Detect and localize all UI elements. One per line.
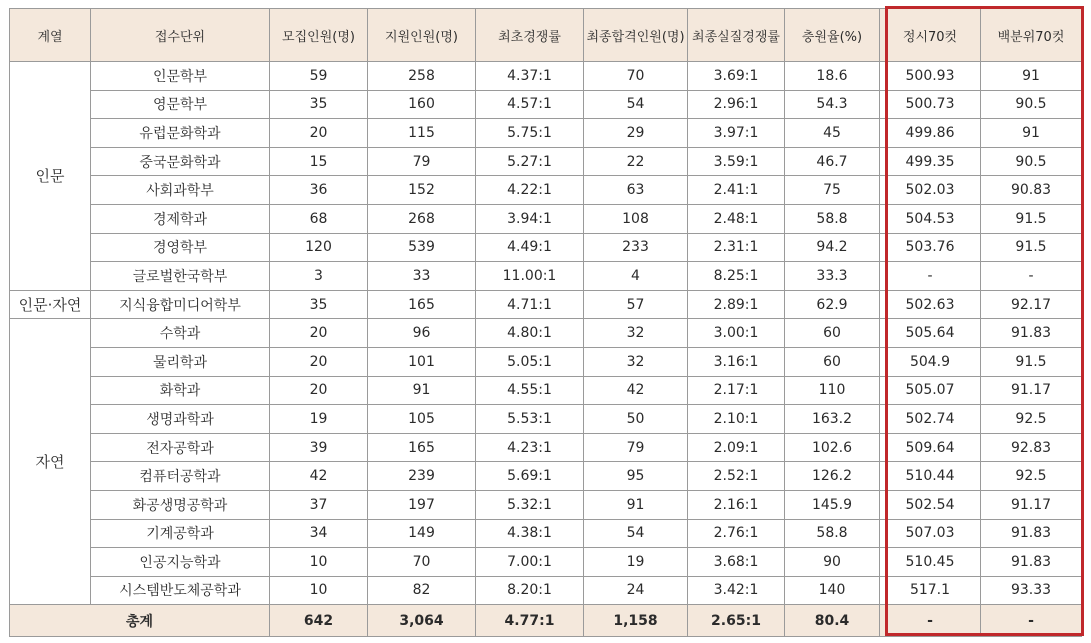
department-cell: 유럽문화학과 <box>91 119 270 148</box>
total-value-cell: 642 <box>270 605 368 637</box>
value-cell: 2.89:1 <box>688 290 785 319</box>
value-cell: 5.27:1 <box>476 147 584 176</box>
table-row <box>10 405 1082 434</box>
value-cell: 2.76:1 <box>688 519 785 548</box>
value-cell: 91 <box>584 490 688 519</box>
value-cell: 91 <box>368 376 476 405</box>
column-header: 모집인원(명) <box>270 9 368 62</box>
value-cell: 140 <box>785 576 880 605</box>
department-cell: 사회과학부 <box>91 176 270 205</box>
value-cell: 4.22:1 <box>476 176 584 205</box>
table-body <box>10 62 1082 637</box>
value-cell: 91.83 <box>981 548 1082 577</box>
value-cell: 5.53:1 <box>476 405 584 434</box>
value-cell: 20 <box>270 319 368 348</box>
total-row <box>10 605 1082 637</box>
table-row <box>10 62 1082 91</box>
value-cell: 70 <box>584 62 688 91</box>
department-cell: 컴퓨터공학과 <box>91 462 270 491</box>
value-cell: 2.16:1 <box>688 490 785 519</box>
value-cell: 507.03 <box>880 519 981 548</box>
value-cell: 7.00:1 <box>476 548 584 577</box>
value-cell: 82 <box>368 576 476 605</box>
value-cell: 90.5 <box>981 147 1082 176</box>
value-cell: 3.68:1 <box>688 548 785 577</box>
total-value-cell: 4.77:1 <box>476 605 584 637</box>
value-cell: 502.74 <box>880 405 981 434</box>
value-cell: 36 <box>270 176 368 205</box>
table-row <box>10 319 1082 348</box>
value-cell: 94.2 <box>785 233 880 262</box>
value-cell: 3.69:1 <box>688 62 785 91</box>
column-header: 최종합격인원(명) <box>584 9 688 62</box>
value-cell: 145.9 <box>785 490 880 519</box>
value-cell: 499.35 <box>880 147 981 176</box>
column-header: 정시70컷 <box>880 9 981 62</box>
value-cell: 152 <box>368 176 476 205</box>
value-cell: 42 <box>584 376 688 405</box>
table-row <box>10 548 1082 577</box>
value-cell: 517.1 <box>880 576 981 605</box>
value-cell: 115 <box>368 119 476 148</box>
value-cell: 160 <box>368 90 476 119</box>
value-cell: 70 <box>368 548 476 577</box>
total-value-cell: 80.4 <box>785 605 880 637</box>
column-header: 최초경쟁률 <box>476 9 584 62</box>
column-header: 접수단위 <box>91 9 270 62</box>
value-cell: 15 <box>270 147 368 176</box>
value-cell: 54 <box>584 90 688 119</box>
value-cell: 2.48:1 <box>688 204 785 233</box>
value-cell: 505.64 <box>880 319 981 348</box>
value-cell: 499.86 <box>880 119 981 148</box>
department-cell: 물리학과 <box>91 347 270 376</box>
value-cell: 10 <box>270 576 368 605</box>
value-cell: 2.31:1 <box>688 233 785 262</box>
table-row <box>10 290 1082 319</box>
value-cell: 91.5 <box>981 204 1082 233</box>
value-cell: 91.17 <box>981 376 1082 405</box>
department-cell: 인공지능학과 <box>91 548 270 577</box>
value-cell: 50 <box>584 405 688 434</box>
value-cell: 20 <box>270 119 368 148</box>
value-cell: 4.57:1 <box>476 90 584 119</box>
value-cell: 3.97:1 <box>688 119 785 148</box>
column-header: 충원율(%) <box>785 9 880 62</box>
value-cell: 68 <box>270 204 368 233</box>
header-row <box>10 9 1082 62</box>
value-cell: 165 <box>368 290 476 319</box>
value-cell: 2.10:1 <box>688 405 785 434</box>
value-cell: 3.16:1 <box>688 347 785 376</box>
value-cell: 10 <box>270 548 368 577</box>
admission-table <box>9 8 1082 637</box>
value-cell: 110 <box>785 376 880 405</box>
value-cell: 92.5 <box>981 462 1082 491</box>
column-header: 백분위70컷 <box>981 9 1082 62</box>
value-cell: 24 <box>584 576 688 605</box>
value-cell: 500.93 <box>880 62 981 91</box>
value-cell: 92.17 <box>981 290 1082 319</box>
department-cell: 기계공학과 <box>91 519 270 548</box>
value-cell: 4 <box>584 262 688 291</box>
value-cell: 4.38:1 <box>476 519 584 548</box>
total-value-cell: 1,158 <box>584 605 688 637</box>
value-cell: 3.94:1 <box>476 204 584 233</box>
value-cell: 502.03 <box>880 176 981 205</box>
value-cell: 2.41:1 <box>688 176 785 205</box>
department-cell: 전자공학과 <box>91 433 270 462</box>
value-cell: 4.71:1 <box>476 290 584 319</box>
value-cell: 510.44 <box>880 462 981 491</box>
value-cell: 45 <box>785 119 880 148</box>
table-row <box>10 262 1082 291</box>
department-cell: 인문학부 <box>91 62 270 91</box>
table-row <box>10 576 1082 605</box>
value-cell: 22 <box>584 147 688 176</box>
value-cell: 32 <box>584 319 688 348</box>
department-cell: 생명과학과 <box>91 405 270 434</box>
value-cell: 4.49:1 <box>476 233 584 262</box>
value-cell: 59 <box>270 62 368 91</box>
value-cell: 2.96:1 <box>688 90 785 119</box>
department-cell: 화공생명공학과 <box>91 490 270 519</box>
value-cell: 4.23:1 <box>476 433 584 462</box>
value-cell: 54.3 <box>785 90 880 119</box>
value-cell: 120 <box>270 233 368 262</box>
value-cell: 91.5 <box>981 233 1082 262</box>
value-cell: 20 <box>270 376 368 405</box>
value-cell: 233 <box>584 233 688 262</box>
column-header: 계열 <box>10 9 91 62</box>
value-cell: 35 <box>270 90 368 119</box>
value-cell: 33.3 <box>785 262 880 291</box>
value-cell: 60 <box>785 319 880 348</box>
department-cell: 화학과 <box>91 376 270 405</box>
value-cell: 505.07 <box>880 376 981 405</box>
group-cell: 자연 <box>10 319 91 605</box>
value-cell: 57 <box>584 290 688 319</box>
value-cell: 3.00:1 <box>688 319 785 348</box>
value-cell: 79 <box>584 433 688 462</box>
value-cell: 32 <box>584 347 688 376</box>
value-cell: 4.37:1 <box>476 62 584 91</box>
value-cell: 102.6 <box>785 433 880 462</box>
value-cell: 79 <box>368 147 476 176</box>
table-row <box>10 462 1082 491</box>
table-row <box>10 176 1082 205</box>
value-cell: 19 <box>584 548 688 577</box>
table-row <box>10 347 1082 376</box>
table-row <box>10 376 1082 405</box>
value-cell: 58.8 <box>785 519 880 548</box>
total-value-cell: 2.65:1 <box>688 605 785 637</box>
value-cell: 5.69:1 <box>476 462 584 491</box>
value-cell: 4.55:1 <box>476 376 584 405</box>
value-cell: 29 <box>584 119 688 148</box>
table-row <box>10 490 1082 519</box>
total-value-cell: - <box>981 605 1082 637</box>
column-header: 최종실질경쟁률 <box>688 9 785 62</box>
value-cell: 3.42:1 <box>688 576 785 605</box>
department-cell: 지식융합미디어학부 <box>91 290 270 319</box>
value-cell: 5.75:1 <box>476 119 584 148</box>
value-cell: - <box>981 262 1082 291</box>
value-cell: 105 <box>368 405 476 434</box>
table-row <box>10 147 1082 176</box>
value-cell: 90 <box>785 548 880 577</box>
value-cell: 62.9 <box>785 290 880 319</box>
total-value-cell: 3,064 <box>368 605 476 637</box>
value-cell: 91.5 <box>981 347 1082 376</box>
value-cell: 268 <box>368 204 476 233</box>
value-cell: 258 <box>368 62 476 91</box>
value-cell: 11.00:1 <box>476 262 584 291</box>
value-cell: 91 <box>981 62 1082 91</box>
value-cell: 197 <box>368 490 476 519</box>
value-cell: 91.17 <box>981 490 1082 519</box>
value-cell: 8.20:1 <box>476 576 584 605</box>
value-cell: 502.63 <box>880 290 981 319</box>
value-cell: 504.53 <box>880 204 981 233</box>
value-cell: 18.6 <box>785 62 880 91</box>
value-cell: 5.05:1 <box>476 347 584 376</box>
value-cell: 91.83 <box>981 319 1082 348</box>
table-row <box>10 233 1082 262</box>
value-cell: 2.09:1 <box>688 433 785 462</box>
value-cell: 91.83 <box>981 519 1082 548</box>
value-cell: 35 <box>270 290 368 319</box>
department-cell: 수학과 <box>91 319 270 348</box>
value-cell: 90.83 <box>981 176 1082 205</box>
value-cell: 93.33 <box>981 576 1082 605</box>
value-cell: 92.5 <box>981 405 1082 434</box>
value-cell: 92.83 <box>981 433 1082 462</box>
group-cell: 인문 <box>10 62 91 291</box>
value-cell: 95 <box>584 462 688 491</box>
value-cell: 37 <box>270 490 368 519</box>
value-cell: 3.59:1 <box>688 147 785 176</box>
value-cell: 91 <box>981 119 1082 148</box>
value-cell: 2.17:1 <box>688 376 785 405</box>
department-cell: 경영학부 <box>91 233 270 262</box>
table-row <box>10 90 1082 119</box>
value-cell: 108 <box>584 204 688 233</box>
value-cell: 20 <box>270 347 368 376</box>
column-header: 지원인원(명) <box>368 9 476 62</box>
table-row <box>10 119 1082 148</box>
value-cell: 46.7 <box>785 147 880 176</box>
value-cell: 163.2 <box>785 405 880 434</box>
value-cell: 504.9 <box>880 347 981 376</box>
value-cell: 63 <box>584 176 688 205</box>
value-cell: 34 <box>270 519 368 548</box>
department-cell: 중국문화학과 <box>91 147 270 176</box>
value-cell: 509.64 <box>880 433 981 462</box>
value-cell: 149 <box>368 519 476 548</box>
department-cell: 시스템반도체공학과 <box>91 576 270 605</box>
table-row <box>10 519 1082 548</box>
value-cell: 42 <box>270 462 368 491</box>
value-cell: 4.80:1 <box>476 319 584 348</box>
value-cell: 8.25:1 <box>688 262 785 291</box>
value-cell: 2.52:1 <box>688 462 785 491</box>
value-cell: 539 <box>368 233 476 262</box>
value-cell: 503.76 <box>880 233 981 262</box>
value-cell: 60 <box>785 347 880 376</box>
department-cell: 영문학부 <box>91 90 270 119</box>
table-row <box>10 204 1082 233</box>
value-cell: 33 <box>368 262 476 291</box>
value-cell: 96 <box>368 319 476 348</box>
department-cell: 글로벌한국학부 <box>91 262 270 291</box>
value-cell: 500.73 <box>880 90 981 119</box>
value-cell: 90.5 <box>981 90 1082 119</box>
value-cell: 39 <box>270 433 368 462</box>
total-value-cell: - <box>880 605 981 637</box>
value-cell: 510.45 <box>880 548 981 577</box>
department-cell: 경제학과 <box>91 204 270 233</box>
table-row <box>10 433 1082 462</box>
group-cell: 인문·자연 <box>10 290 91 319</box>
value-cell: 239 <box>368 462 476 491</box>
value-cell: 58.8 <box>785 204 880 233</box>
value-cell: 54 <box>584 519 688 548</box>
value-cell: 165 <box>368 433 476 462</box>
value-cell: 101 <box>368 347 476 376</box>
value-cell: 5.32:1 <box>476 490 584 519</box>
value-cell: 126.2 <box>785 462 880 491</box>
value-cell: 3 <box>270 262 368 291</box>
value-cell: 502.54 <box>880 490 981 519</box>
value-cell: - <box>880 262 981 291</box>
value-cell: 75 <box>785 176 880 205</box>
total-label: 총계 <box>10 605 270 637</box>
value-cell: 19 <box>270 405 368 434</box>
